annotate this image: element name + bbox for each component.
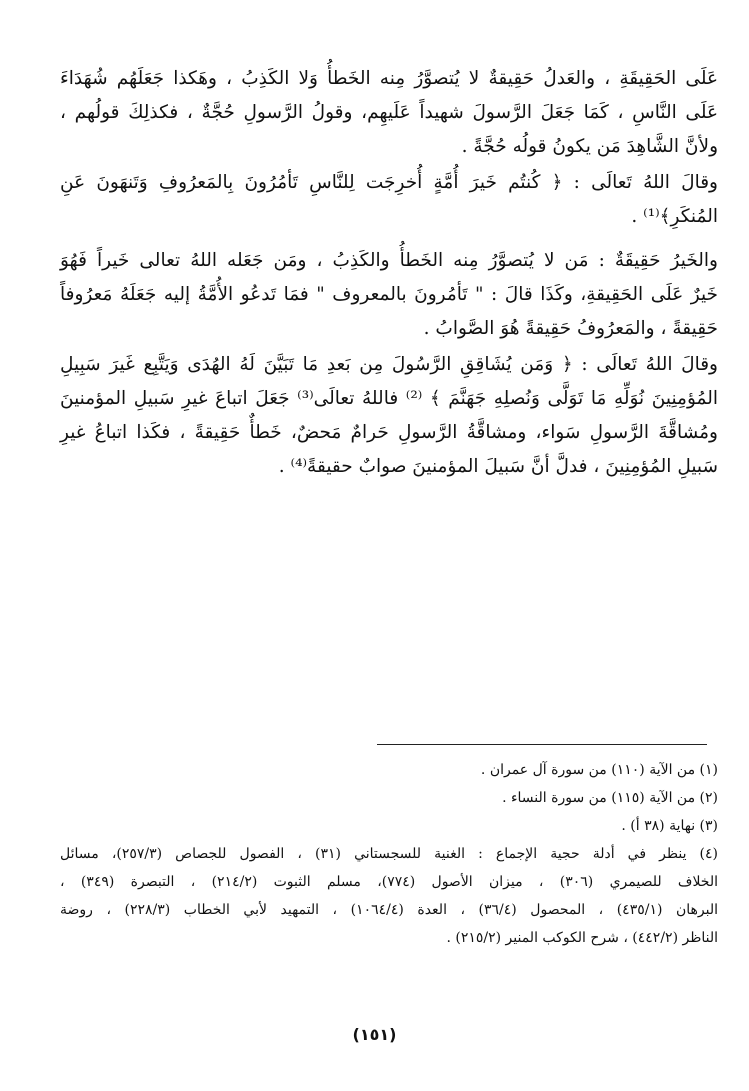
text-line: وقالَ اللهُ تَعالَى : ﴿ وَمَن يُشَاقِقِ الرَّسُولَ مِن بَعدِ مَا تَبَيَّنَ لَهُ الهُدَى وَيَتَّبِع غَيرَ سَبِيلِ <box>60 354 718 375</box>
paragraph-4 <box>60 348 718 484</box>
text-line: المُؤمِنِينَ نُوَلِّهِ مَا تَوَلَّى وَنُصلِهِ جَهَنَّمَ ﴾ ⁽²⁾ فاللهُ تعالَى⁽³⁾ جَعَلَ اتباعَ غيرِ سَبيلِ المؤمنينَ <box>60 388 718 409</box>
paragraph-2 <box>60 166 718 234</box>
text-line: ومُشاقَّةَ الرَّسولِ سَواء، ومشاقَّةُ الرَّسولِ حَرامٌ مَحضٌ، خَطأٌ حَقِيقةً ، فكَذا اتباعُ غيرِ <box>60 422 718 443</box>
footnote-3: (٣) نهاية (٣٨ أ) . <box>621 818 718 834</box>
footnote-4-line: الخلاف للصيمري (٣٠٦) ، ميزان الأصول (٧٧٤)، مسلم الثبوت (٢١٤/٢) ، التبصرة (٣٤٩) ، <box>60 874 718 890</box>
footnote-4-line: (٤) ينظر في أدلة حجية الإجماع : الغنية للسجستاني (٣١) ، الفصول للجصاص (٢٥٧/٣)، مسائل <box>60 846 719 862</box>
text-line: ولأنَّ الشَّاهِدَ مَن يكونُ قولُه حُجَّةً . <box>461 136 718 157</box>
footnote-4-line: الناظر (٤٤٢/٢) ، شرح الكوكب المنير (٢١٥/٢) . <box>446 930 718 946</box>
text-line: حَقِيقةً ، والمَعرُوفُ حَقِيقةً هُوَ الصَّوابُ . <box>423 318 718 339</box>
footnote-4-line: البرهان (٤٣٥/١) ، المحصول (٣٦/٤) ، العدة (١٠٦٤/٤) ، التمهيد لأبي الخطاب (٢٢٨/٣) ، روضة <box>60 902 718 918</box>
footnote-separator <box>377 744 707 745</box>
page-number: (١٥١) <box>352 1025 397 1044</box>
text-line: والخَيرُ حَقِيقَةٌ : مَن لا يُتصوَّرُ مِنه الخَطأُ والكَذِبُ ، ومَن جَعَله اللهُ تعالى خَيراً فَهُوَ <box>60 250 718 271</box>
footnotes <box>60 756 718 952</box>
text-line: عَلَى النَّاسِ ، كَمَا جَعَلَ الرَّسولَ شهيداً عَلَيهِم، وقولُ الرَّسولِ حُجَّةٌ ، فكذلِكَ قولُهم ، <box>60 102 718 123</box>
text-line: خَيرٌ عَلَى الحَقِيقةِ، وكَذَا قالَ : " تَأمُرونَ بالمعروف " فمَا تَدعُو الأُمَّةُ إليه جَعَلَهُ مَعرُوفاً <box>60 284 718 305</box>
paragraph-1 <box>60 62 718 164</box>
text-line: سَبيلِ المُؤمِنِينَ ، فدلَّ أنَّ سَبيلَ المؤمنينَ صوابٌ حقيقةً⁽⁴⁾ . <box>278 456 718 477</box>
main-text <box>60 62 718 486</box>
text-line: عَلَى الحَقِيقَةِ ، والعَدلُ حَقِيقةٌ لا يُتصوَّرُ مِنه الخَطأُ وَلا الكَذِبُ ، وهَكذا جَعَلَهُم شُهَدَاءَ <box>60 68 718 89</box>
text-line: وقالَ اللهُ تَعالَى : ﴿ كُنتُم خَيرَ أُمَّةٍ أُخرِجَت لِلنَّاسِ تَأمُرُونَ بِالمَعرُوفِ وَتَنهَونَ عَنِ <box>60 172 718 193</box>
text-line: المُنكَرِ﴾⁽¹⁾ . <box>631 206 718 227</box>
paragraph-3 <box>60 244 718 346</box>
footnote-2: (٢) من الآية (١١٥) من سورة النساء . <box>502 790 718 806</box>
footnote-1: (١) من الآية (١١٠) من سورة آل عمران . <box>480 762 718 778</box>
